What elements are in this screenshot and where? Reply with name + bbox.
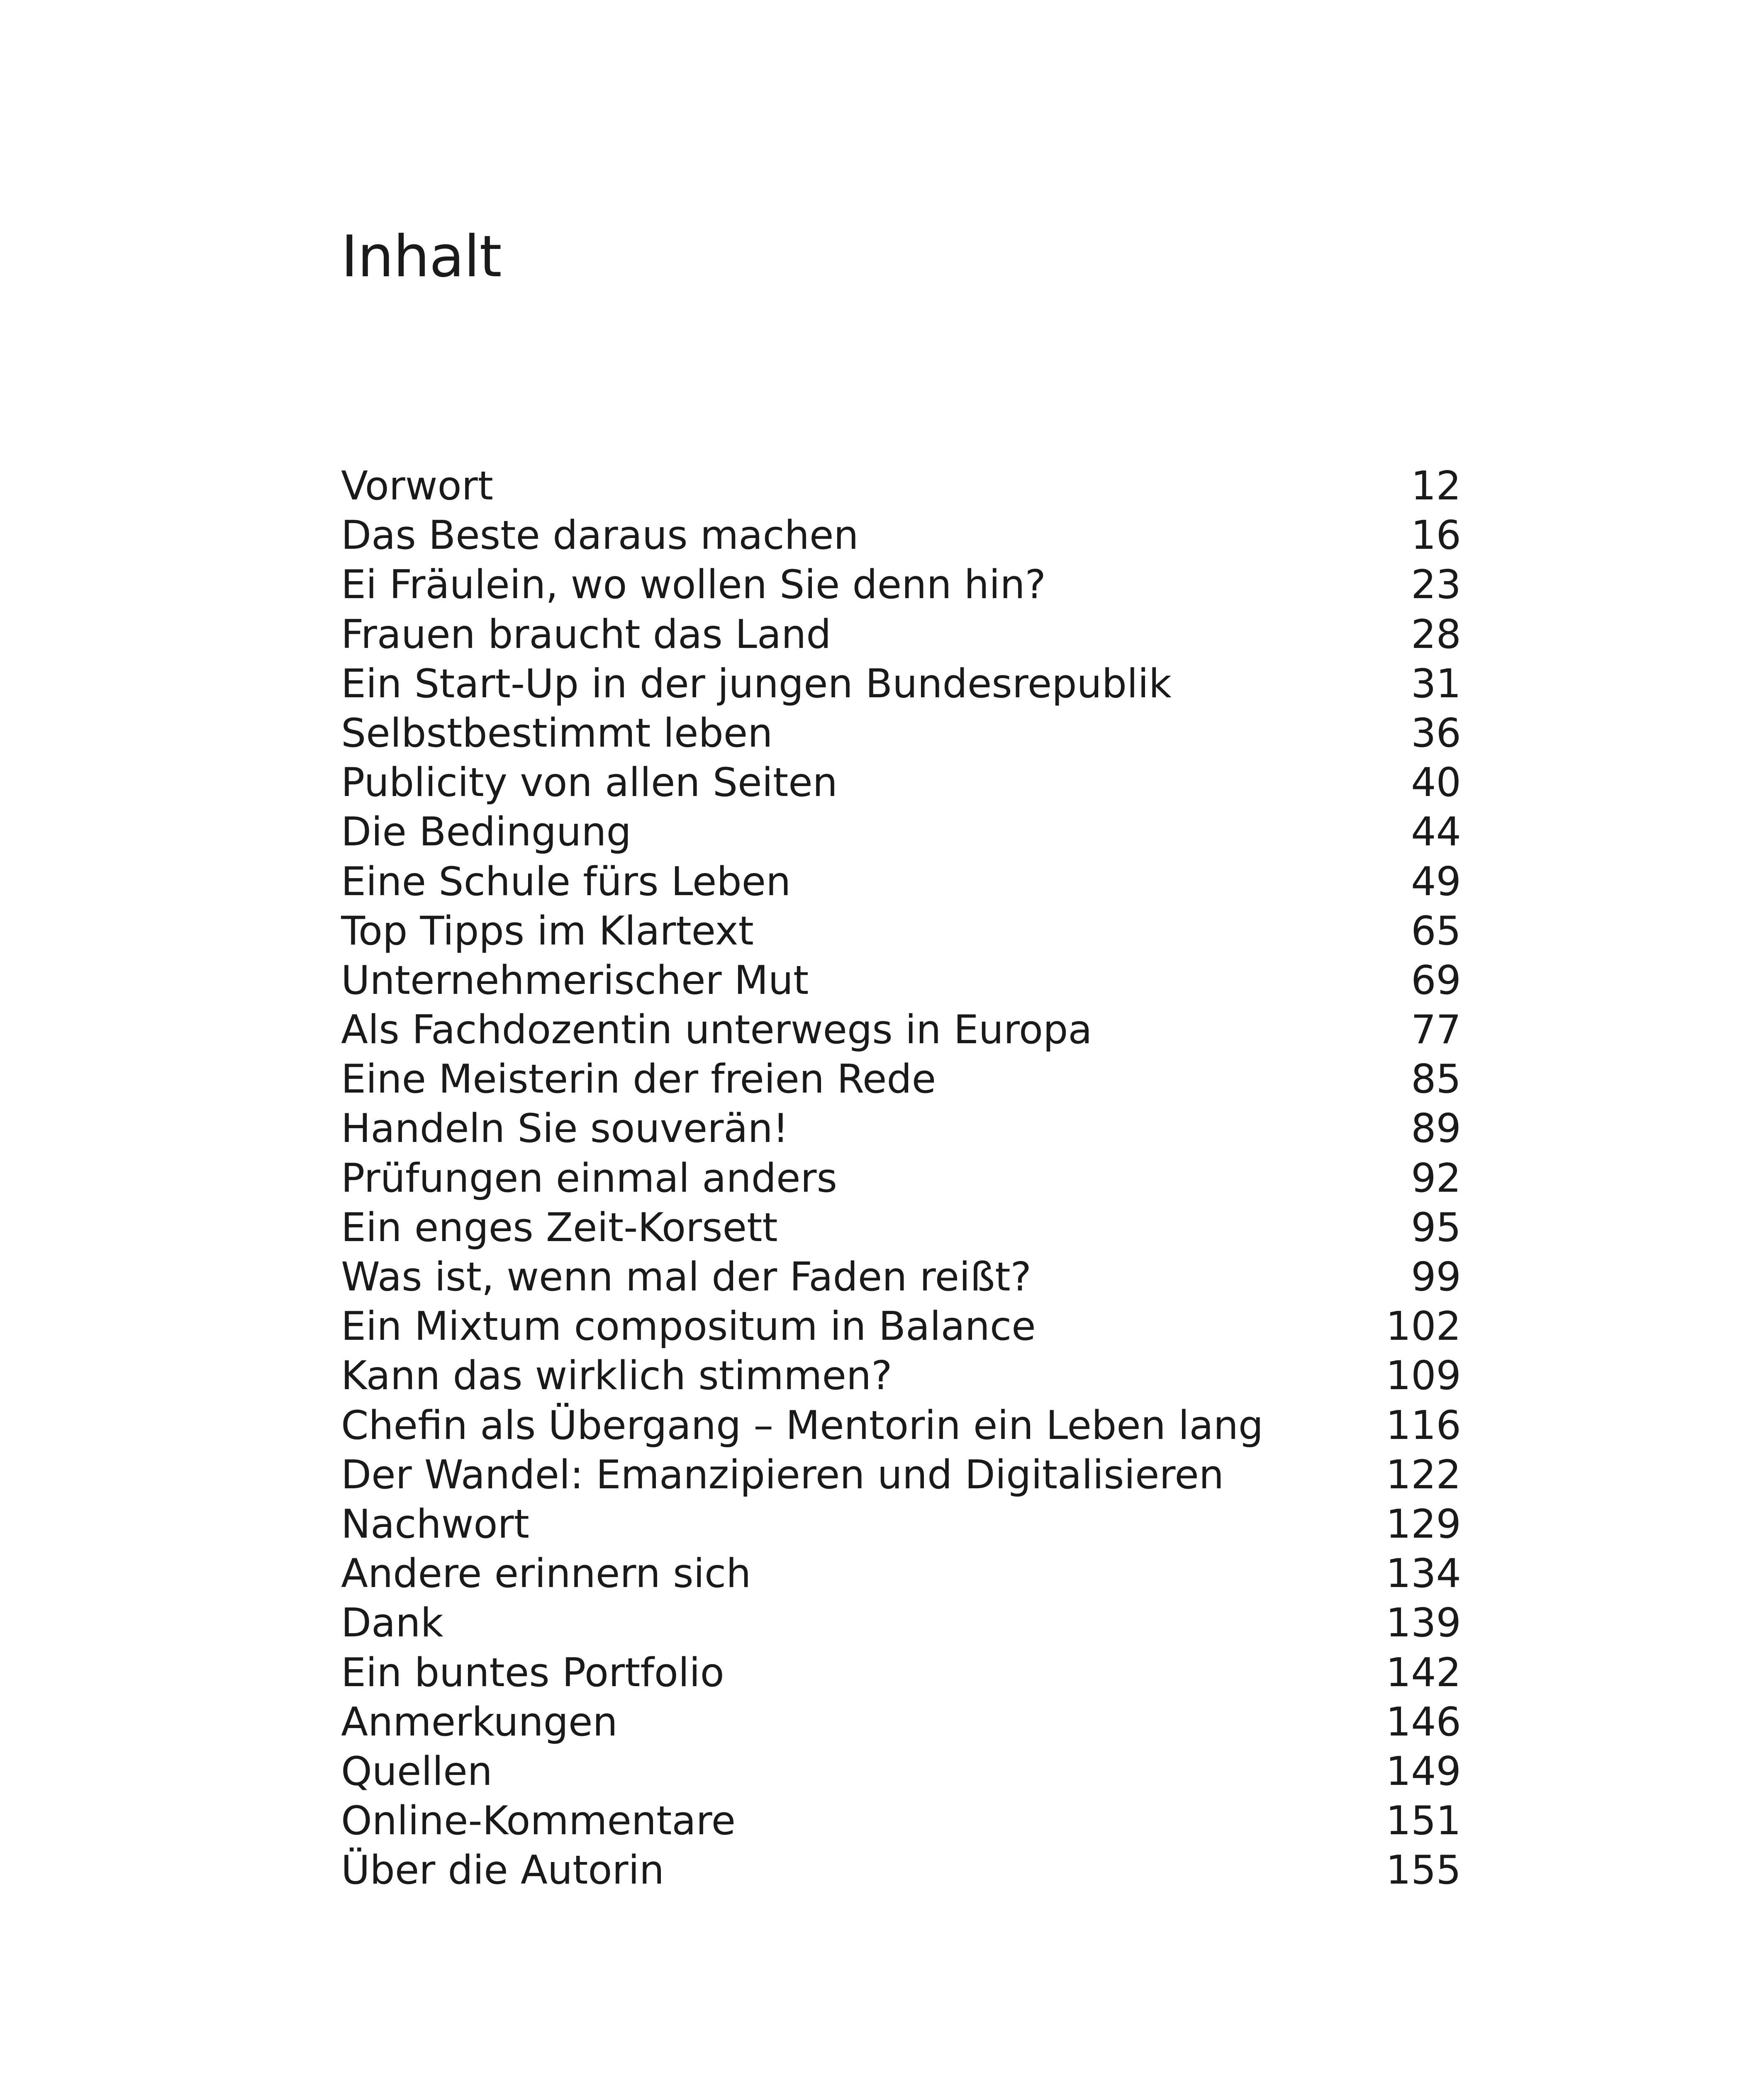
toc-entry[interactable] [341,1351,1461,1401]
toc-entry-title: Eine Schule fürs Leben [341,859,791,905]
toc-entry-title: Selbstbestimmt leben [341,710,773,756]
toc-entry-page: 146 [1386,1699,1461,1745]
toc-entry-page: 12 [1411,463,1461,509]
toc-entry-page: 65 [1411,908,1461,954]
toc-entry-page: 77 [1411,1007,1461,1053]
toc-entry-title: Handeln Sie souverän! [341,1106,789,1152]
toc-entry-page: 142 [1386,1650,1461,1696]
toc-entry[interactable] [341,1796,1461,1846]
toc-entry-title: Dank [341,1600,443,1646]
toc-entry-page: 109 [1386,1353,1461,1399]
toc-entry[interactable] [341,1401,1461,1451]
toc-entry-page: 149 [1386,1748,1461,1794]
toc-entry-title: Was ist, wenn mal der Faden reißt? [341,1254,1032,1300]
toc-entry[interactable] [341,758,1461,808]
toc-entry-title: Anmerkungen [341,1699,618,1745]
toc-entry[interactable] [341,511,1461,560]
toc-entry-title: Quellen [341,1748,492,1794]
toc-entry[interactable] [341,956,1461,1005]
toc-entry[interactable] [341,1203,1461,1253]
toc-entry-page: 89 [1411,1106,1461,1152]
toc-entry[interactable] [341,907,1461,956]
toc-entry-title: Über die Autorin [341,1848,665,1894]
toc-entry[interactable] [341,1747,1461,1796]
toc-entry-title: Publicity von allen Seiten [341,760,838,806]
toc-entry-title: Vorwort [341,463,493,509]
table-of-contents [341,462,1461,1895]
toc-entry-title: Ein enges Zeit-Korsett [341,1205,778,1251]
toc-entry-page: 23 [1411,562,1461,608]
toc-entry[interactable] [341,1302,1461,1351]
toc-entry-page: 36 [1411,710,1461,756]
toc-entry[interactable] [341,709,1461,758]
toc-entry[interactable] [341,1846,1461,1895]
toc-entry[interactable] [341,1648,1461,1698]
toc-entry-title: Die Bedingung [341,809,631,855]
toc-entry[interactable] [341,1104,1461,1154]
toc-entry[interactable] [341,1500,1461,1549]
toc-entry-title: Top Tipps im Klartext [341,908,754,954]
toc-entry[interactable] [341,560,1461,610]
toc-entry-page: 151 [1386,1798,1461,1844]
toc-entry-page: 129 [1386,1501,1461,1547]
toc-entry-page: 49 [1411,859,1461,905]
toc-entry-page: 92 [1411,1155,1461,1201]
toc-entry[interactable] [341,1549,1461,1599]
toc-entry[interactable] [341,1451,1461,1500]
toc-entry[interactable] [341,1599,1461,1648]
page-title: Inhalt [341,223,502,290]
toc-entry-page: 102 [1386,1304,1461,1350]
toc-entry-page: 116 [1386,1402,1461,1448]
toc-entry[interactable] [341,857,1461,907]
toc-entry-title: Kann das wirklich stimmen? [341,1353,892,1399]
toc-entry-title: Unternehmerischer Mut [341,957,809,1003]
toc-entry-title: Ein Mixtum compositum in Balance [341,1304,1036,1350]
toc-entry-page: 134 [1386,1551,1461,1597]
toc-entry-title: Nachwort [341,1501,529,1547]
toc-entry-title: Andere erinnern sich [341,1551,751,1597]
toc-entry-title: Chefin als Übergang – Mentorin ein Leben lang [341,1402,1264,1448]
toc-entry[interactable] [341,1253,1461,1302]
toc-entry[interactable] [341,462,1461,511]
toc-entry[interactable] [341,1005,1461,1055]
toc-entry-page: 99 [1411,1254,1461,1300]
toc-entry-page: 95 [1411,1205,1461,1251]
toc-entry-page: 40 [1411,760,1461,806]
toc-entry-title: Frauen braucht das Land [341,611,831,657]
toc-entry-title: Prüfungen einmal anders [341,1155,838,1201]
toc-entry[interactable] [341,1154,1461,1203]
toc-entry-title: Als Fachdozentin unterwegs in Europa [341,1007,1092,1053]
toc-entry-title: Eine Meisterin der freien Rede [341,1056,936,1103]
toc-entry-title: Ein Start-Up in der jungen Bundesrepublik [341,661,1172,707]
toc-entry[interactable] [341,1698,1461,1747]
toc-entry-page: 155 [1386,1848,1461,1894]
toc-entry[interactable] [341,660,1461,709]
toc-entry-page: 28 [1411,611,1461,657]
toc-entry-page: 44 [1411,809,1461,855]
toc-entry-title: Das Beste daraus machen [341,513,859,559]
toc-entry-page: 122 [1386,1452,1461,1498]
toc-entry[interactable] [341,1055,1461,1104]
toc-entry-page: 85 [1411,1056,1461,1103]
toc-entry-title: Der Wandel: Emanzipieren und Digitalisieren [341,1452,1224,1498]
toc-entry-page: 16 [1411,513,1461,559]
toc-entry-page: 69 [1411,957,1461,1003]
toc-entry-title: Online-Kommentare [341,1798,736,1844]
toc-entry-title: Ein buntes Portfolio [341,1650,724,1696]
toc-entry-title: Ei Fräulein, wo wollen Sie denn hin? [341,562,1046,608]
toc-entry-page: 31 [1411,661,1461,707]
toc-entry[interactable] [341,610,1461,660]
toc-entry-page: 139 [1386,1600,1461,1646]
toc-entry[interactable] [341,808,1461,857]
